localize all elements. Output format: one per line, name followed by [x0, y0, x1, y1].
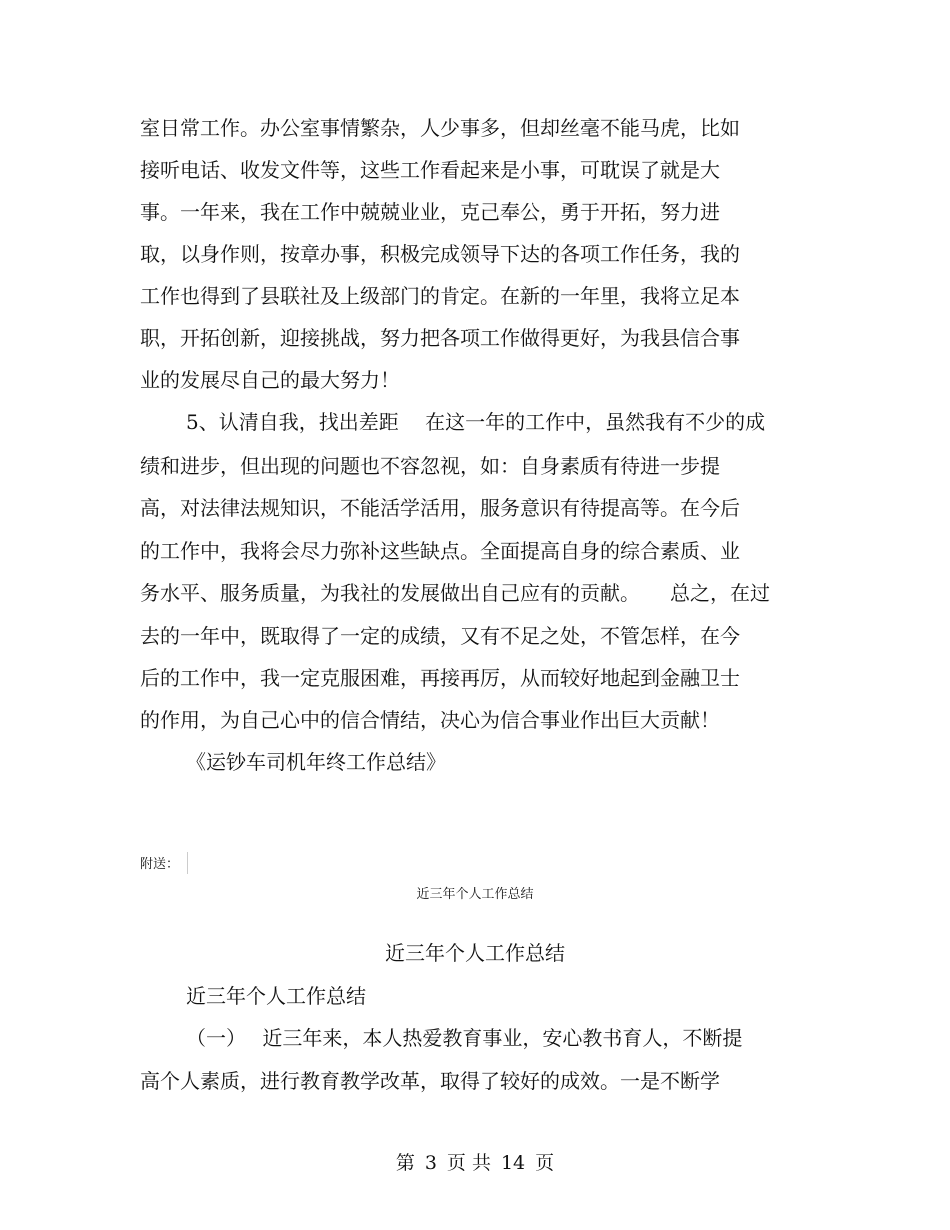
para2-line: 的作用，为自己心中的信合情结，决心为信合事业作出巨大贡献！ [140, 708, 720, 732]
page-number: 3 [424, 1152, 437, 1174]
page-prefix: 第 [395, 1152, 415, 1174]
page-mid: 页 共 [446, 1152, 491, 1174]
para1-line: 职，开拓创新，迎接挑战，努力把各项工作做得更好，为我县信合事 [140, 326, 740, 350]
para1-line: 取，以身作则，按章办事，积极完成领导下达的各项工作任务，我的 [140, 242, 740, 266]
para3-line: 高个人素质，进行教育教学改革，取得了较好的成效。一是不断学 [140, 1069, 720, 1093]
para3-line: （一） 近三年来，本人热爱教育事业，安心教书育人，不断提 [186, 1026, 743, 1050]
page-suffix: 页 [535, 1152, 555, 1174]
para1-line: 事。一年来，我在工作中兢兢业业，克己奉公，勇于开拓，努力进 [140, 200, 720, 224]
para2-line: 的工作中，我将会尽力弥补这些缺点。全面提高自身的综合素质、业 [140, 539, 740, 563]
para2-line: 高，对法律法规知识，不能活学活用，服务意识有待提高等。在今后 [140, 496, 740, 520]
para1-line: 工作也得到了县联社及上级部门的肯定。在新的一年里，我将立足本 [140, 284, 740, 308]
small-title: 近三年个人工作总结 [416, 887, 534, 902]
subtitle: 近三年个人工作总结 [186, 984, 366, 1008]
para2-line: 后的工作中，我一定克服困难，再接再厉，从而较好地起到金融卫士 [140, 666, 740, 690]
doc-title-reference: 《运钞车司机年终工作总结》 [186, 750, 446, 774]
appendix-label: 附送： [140, 857, 180, 872]
divider [187, 852, 188, 874]
para2-line: 务水平、服务质量，为我社的发展做出自己应有的贡献。 总之，在过 [140, 581, 770, 605]
para2-line: 去的一年中，既取得了一定的成绩，又有不足之处，不管怎样，在今 [140, 624, 740, 648]
para1-line: 业的发展尽自己的最大努力！ [140, 368, 400, 392]
para2-line: 绩和进步，但出现的问题也不容忽视，如：自身素质有待进一步提 [140, 454, 720, 478]
section-title: 近三年个人工作总结 [385, 941, 565, 965]
page-footer [0, 1150, 950, 1176]
para1-line: 室日常工作。办公室事情繁杂，人少事多，但却丝毫不能马虎，比如 [140, 116, 740, 140]
page-total: 14 [500, 1152, 526, 1174]
para2-line: 5、认清自我，找出差距 在这一年的工作中，虽然我有不少的成 [186, 410, 766, 434]
para1-line: 接听电话、收发文件等，这些工作看起来是小事，可耽误了就是大 [140, 158, 720, 182]
